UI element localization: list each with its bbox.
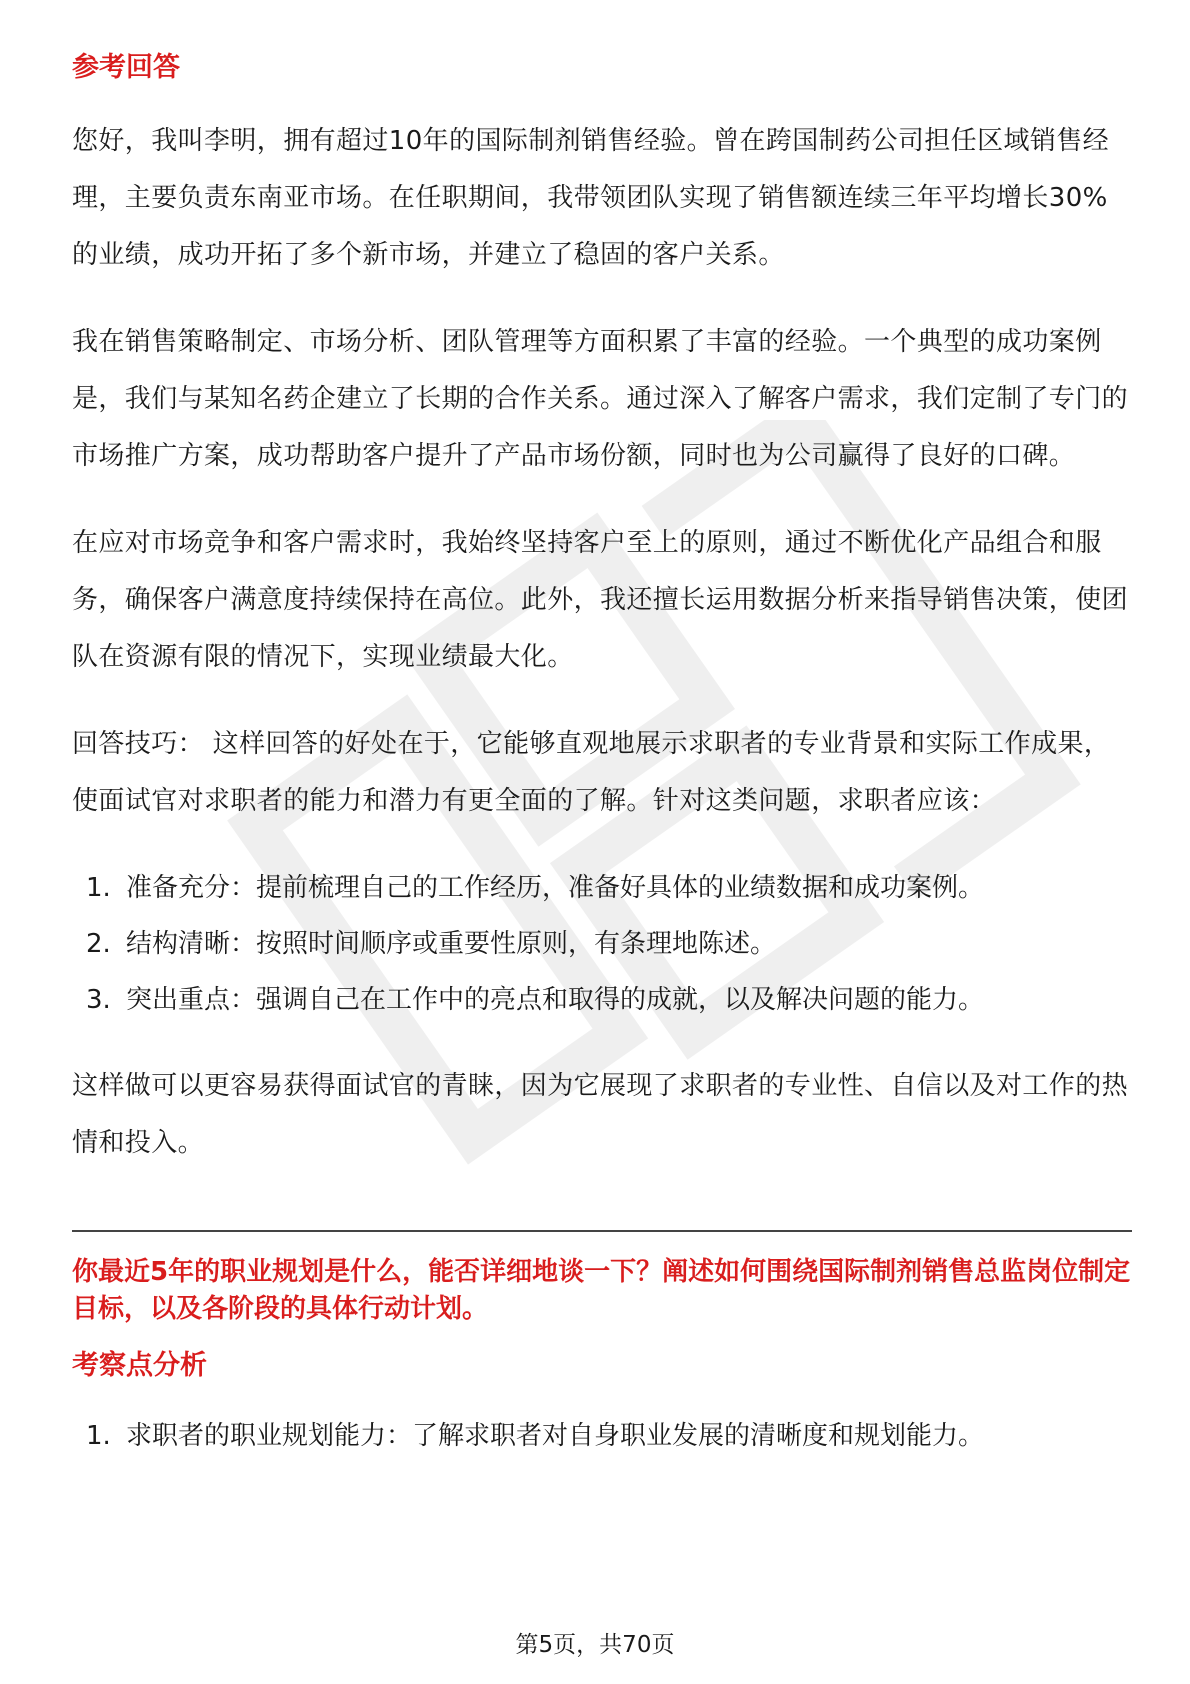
list-item-number: 3. [86, 985, 111, 1015]
closing-paragraph: 这样做可以更容易获得面试官的青睐，因为它展现了求职者的专业性、自信以及对工作的热情和投入。 [72, 1071, 1129, 1158]
answer-paragraph-experience: 我在销售策略制定、市场分析、团队管理等方面积累了丰富的经验。一个典型的成功案例是，我们与某知名药企建立了长期的合作关系。通过深入了解客户需求，我们定制了专门的市场推广方案，成功帮助客户提升了产品市场份额，同时也为公司赢得了良好的口碑。 [72, 327, 1129, 471]
page-number-footer: 第5页，共70页 [515, 1632, 675, 1658]
tips-list [72, 860, 1132, 1028]
list-item [72, 972, 1132, 1028]
list-item-text: 突出重点：强调自己在工作中的亮点和取得的成就，以及解决问题的能力。 [126, 985, 985, 1015]
answer-tips-intro: 回答技巧： 这样回答的好处在于，它能够直观地展示求职者的专业背景和实际工作成果，使面试官对求职者的能力和潜力有更全面的了解。针对这类问题，求职者应该： [72, 729, 1111, 816]
answer-paragraph-intro: 您好，我叫李明，拥有超过10年的国际制剂销售经验。曾在跨国制药公司担任区域销售经理，主要负责东南亚市场。在任职期间，我带领团队实现了销售额连续三年平均增长30%的业绩，成功开拓了多个新市场，并建立了稳固的客户关系。 [72, 126, 1110, 270]
list-item-text: 结构清晰：按照时间顺序或重要性原则，有条理地陈述。 [126, 929, 777, 959]
list-item [72, 860, 1132, 916]
page-content [72, 48, 1132, 1464]
list-item-number: 1. [86, 1420, 111, 1451]
answer-heading: 参考回答 [72, 52, 180, 83]
list-item [72, 1408, 1132, 1464]
list-item-text: 求职者的职业规划能力：了解求职者对自身职业发展的清晰度和规划能力。 [126, 1420, 985, 1451]
list-item-number: 2. [86, 929, 111, 959]
list-item-text: 准备充分：提前梳理自己的工作经历，准备好具体的业绩数据和成功案例。 [126, 873, 985, 903]
list-item [72, 916, 1132, 972]
list-item-number: 1. [86, 873, 111, 903]
next-question: 你最近5年的职业规划是什么，能否详细地谈一下？阐述如何围绕国际制剂销售总监岗位制定目标，以及各阶段的具体行动计划。 [72, 1256, 1131, 1324]
section-divider [72, 1230, 1132, 1232]
answer-paragraph-approach: 在应对市场竞争和客户需求时，我始终坚持客户至上的原则，通过不断优化产品组合和服务，确保客户满意度持续保持在高位。此外，我还擅长运用数据分析来指导销售决策，使团队在资源有限的情况下，实现业绩最大化。 [72, 528, 1129, 672]
analysis-heading: 考察点分析 [72, 1349, 207, 1381]
analysis-list [72, 1408, 1132, 1464]
